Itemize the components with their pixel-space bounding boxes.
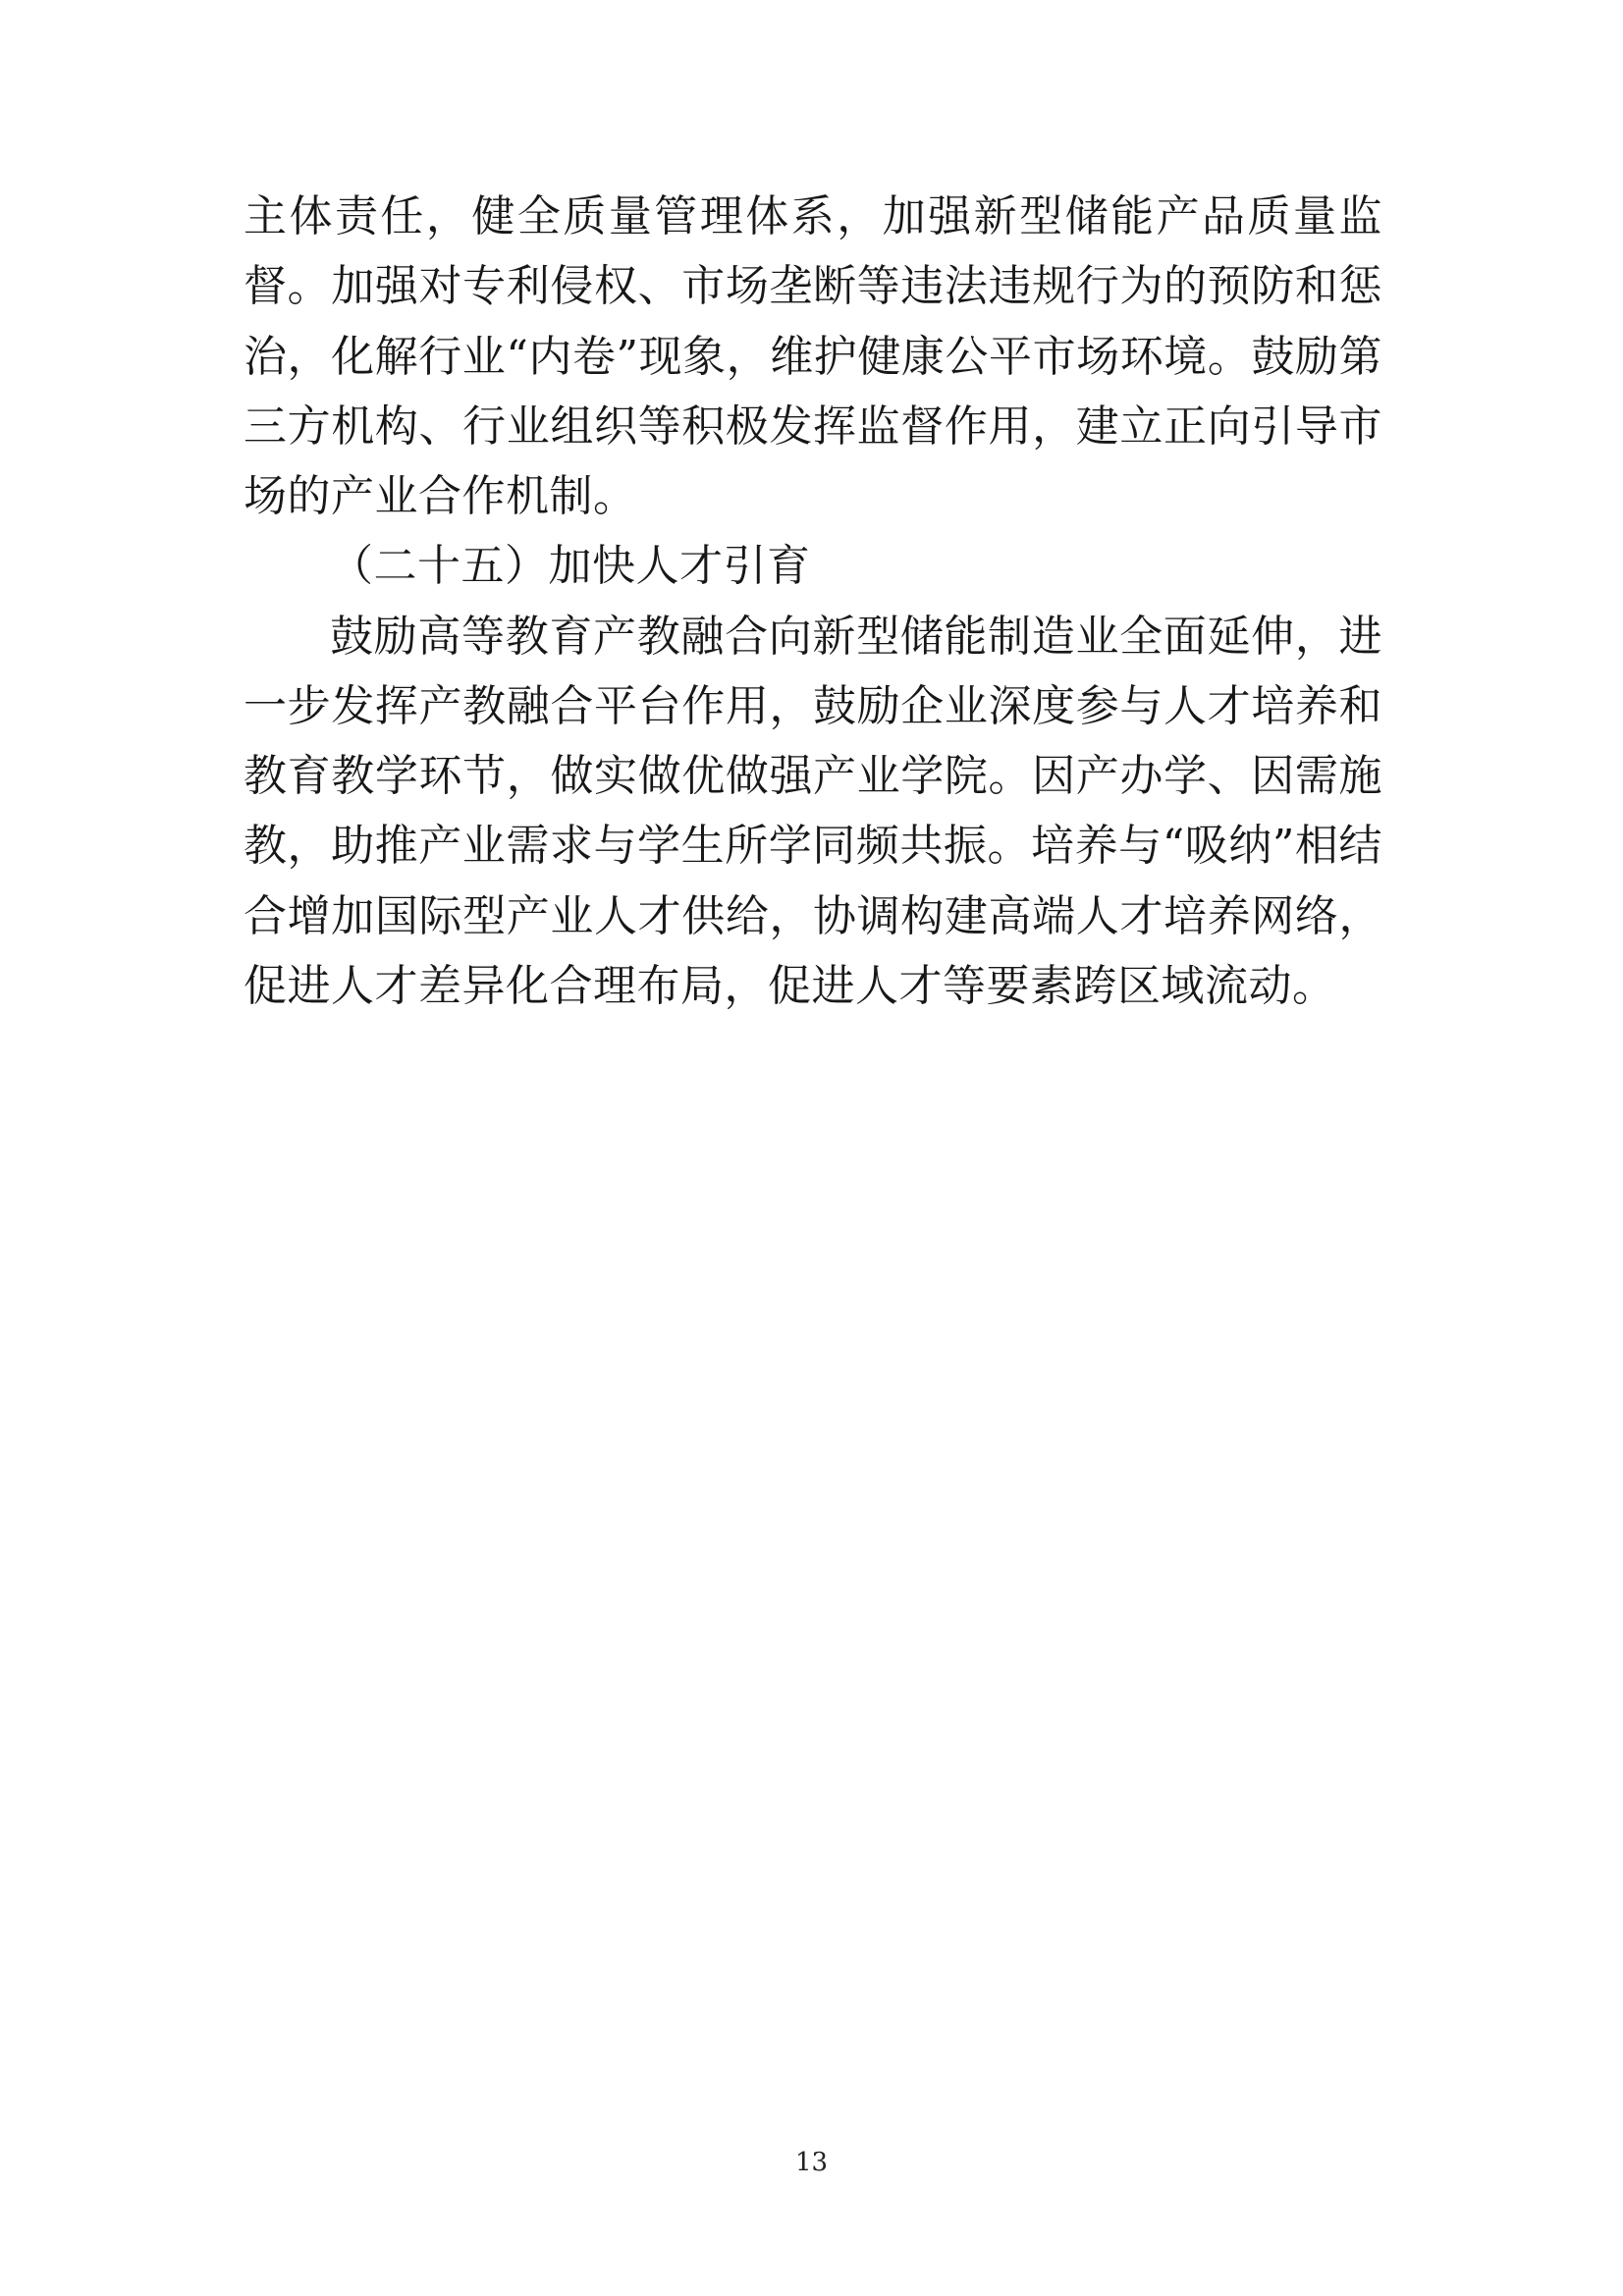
- document-body: [243, 182, 1382, 1021]
- paragraph-talent-cultivation: 鼓励高等教育产教融合向新型储能制造业全面延伸，进一步发挥产教融合平台作用，鼓励企业深度参与人才培养和教育教学环节，做实做优做强产业学院。因产办学、因需施教，助推产业需求与学生所学同频共振。培养与“吸纳”相结合增加国际型产业人才供给，协调构建高端人才培养网络，促进人才差异化合理布局，促进人才等要素跨区域流动。: [243, 611, 1382, 1011]
- section-heading-talent: （二十五）加快人才引育: [330, 541, 811, 592]
- page-footer: [0, 2148, 1623, 2177]
- paragraph-quality-supervision: 主体责任，健全质量管理体系，加强新型储能产品质量监督。加强对专利侵权、市场垄断等违法违规行为的预防和惩治，化解行业“内卷”现象，维护健康公平市场环境。鼓励第三方机构、行业组织等积极发挥监督作用，建立正向引导市场的产业合作机制。: [243, 191, 1382, 522]
- page-number: 13: [794, 2148, 829, 2177]
